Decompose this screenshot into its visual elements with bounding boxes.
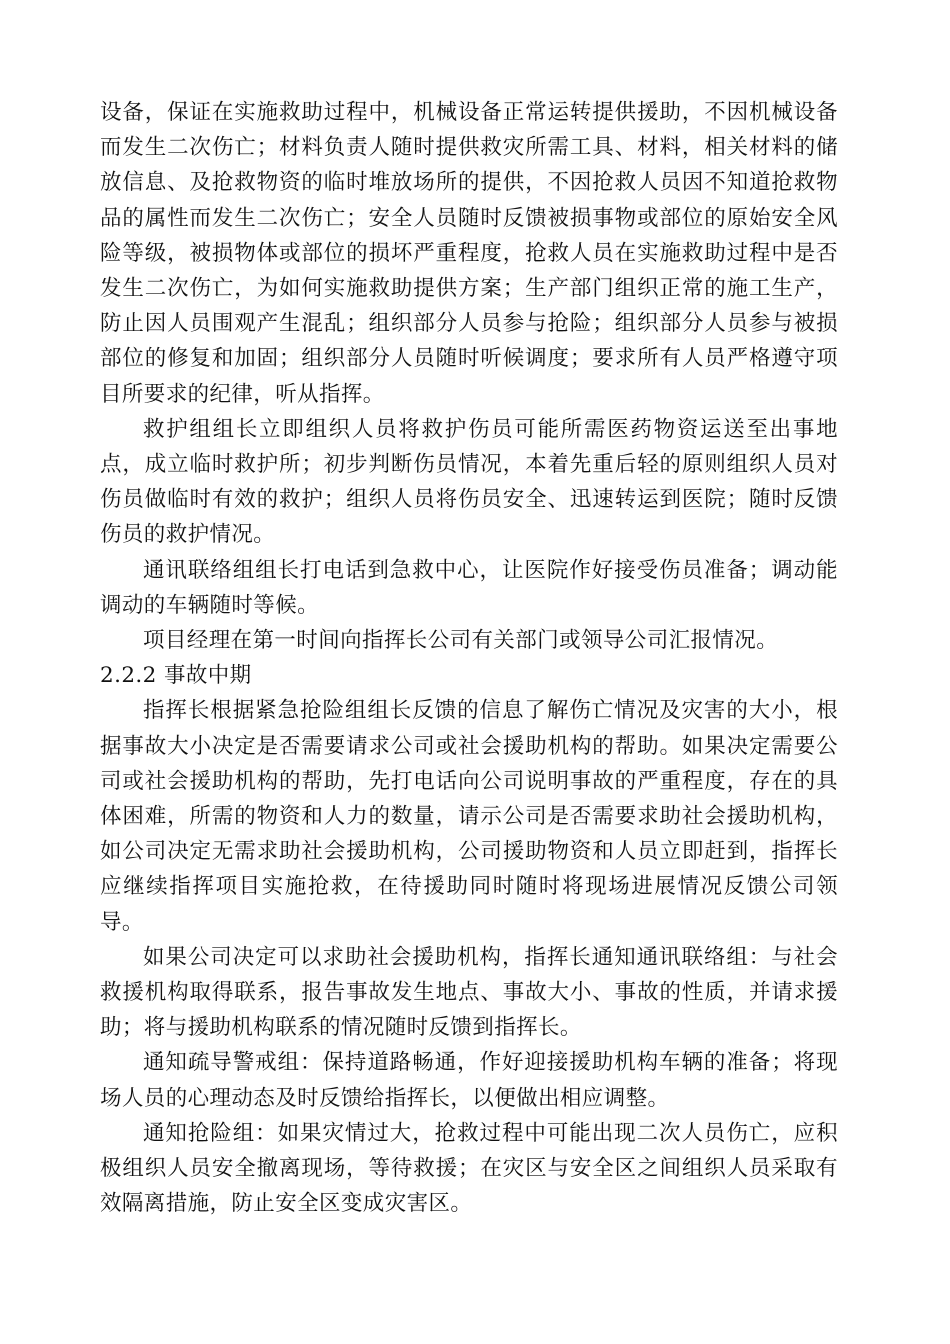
paragraph-social-aid: 如果公司决定可以求助社会援助机构，指挥长通知通讯联络组：与社会救援机构取得联系，报告事故发生地点、事故大小、事故的性质，并请求援助；将与援助机构联系的情况随时反馈到指挥长。: [100, 944, 838, 1041]
paragraph-communication-team: 通讯联络组组长打电话到急救中心，让医院作好接受伤员准备；调动能调动的车辆随时等候。: [100, 557, 838, 618]
paragraph-guidance-team: 通知疏导警戒组：保持道路畅通，作好迎接援助机构车辆的准备；将现场人员的心理动态及时反馈给指挥长，以便做出相应调整。: [100, 1050, 838, 1111]
paragraph-project-manager: 项目经理在第一时间向指挥长公司有关部门或领导公司汇报情况。: [143, 628, 779, 654]
paragraph-commander: 指挥长根据紧急抢险组组长反馈的信息了解伤亡情况及灾害的大小，根据事故大小决定是否需要请求公司或社会援助机构的帮助。如果决定需要公司或社会援助机构的帮助，先打电话向公司说明事故的严重程度，存在的具体困难，所需的物资和人力的数量，请示公司是否需要求助社会援助机构，如公司决定无需求助社会援助机构，公司援助物资和人员立即赶到，指挥长应继续指挥项目实施抢救，在待援助同时随时将现场进展情况反馈公司领导。: [100, 698, 838, 935]
paragraph-rescue-team: 救护组组长立即组织人员将救护伤员可能所需医药物资运送至出事地点，成立临时救护所；初步判断伤员情况，本着先重后轻的原则组织人员对伤员做临时有效的救护；组织人员将伤员安全、迅速转运到医院；随时反馈伤员的救护情况。: [100, 416, 838, 548]
paragraph-rescue-group: 通知抢险组：如果灾情过大，抢救过程中可能出现二次人员伤亡，应积极组织人员安全撤离现场，等待救援；在灾区与安全区之间组织人员采取有效隔离措施，防止安全区变成灾害区。: [100, 1120, 838, 1217]
document-page: [100, 95, 838, 1222]
paragraph-continued: 设备，保证在实施救助过程中，机械设备正常运转提供援助，不因机械设备而发生二次伤亡；材料负责人随时提供救灾所需工具、材料，相关材料的储放信息、及抢救物资的临时堆放场所的提供，不因抢救人员因不知道抢救物品的属性而发生二次伤亡；安全人员随时反馈被损事物或部位的原始安全风险等级，被损物体或部位的损坏严重程度，抢救人员在实施救助过程中是否发生二次伤亡，为如何实施救助提供方案；生产部门组织正常的施工生产，防止因人员围观产生混乱；组织部分人员参与抢险；组织部分人员参与被损部位的修复和加固；组织部分人员随时听候调度；要求所有人员严格遵守项目所要求的纪律，听从指挥。: [100, 100, 838, 407]
section-heading: 2.2.2 事故中期: [100, 663, 252, 689]
